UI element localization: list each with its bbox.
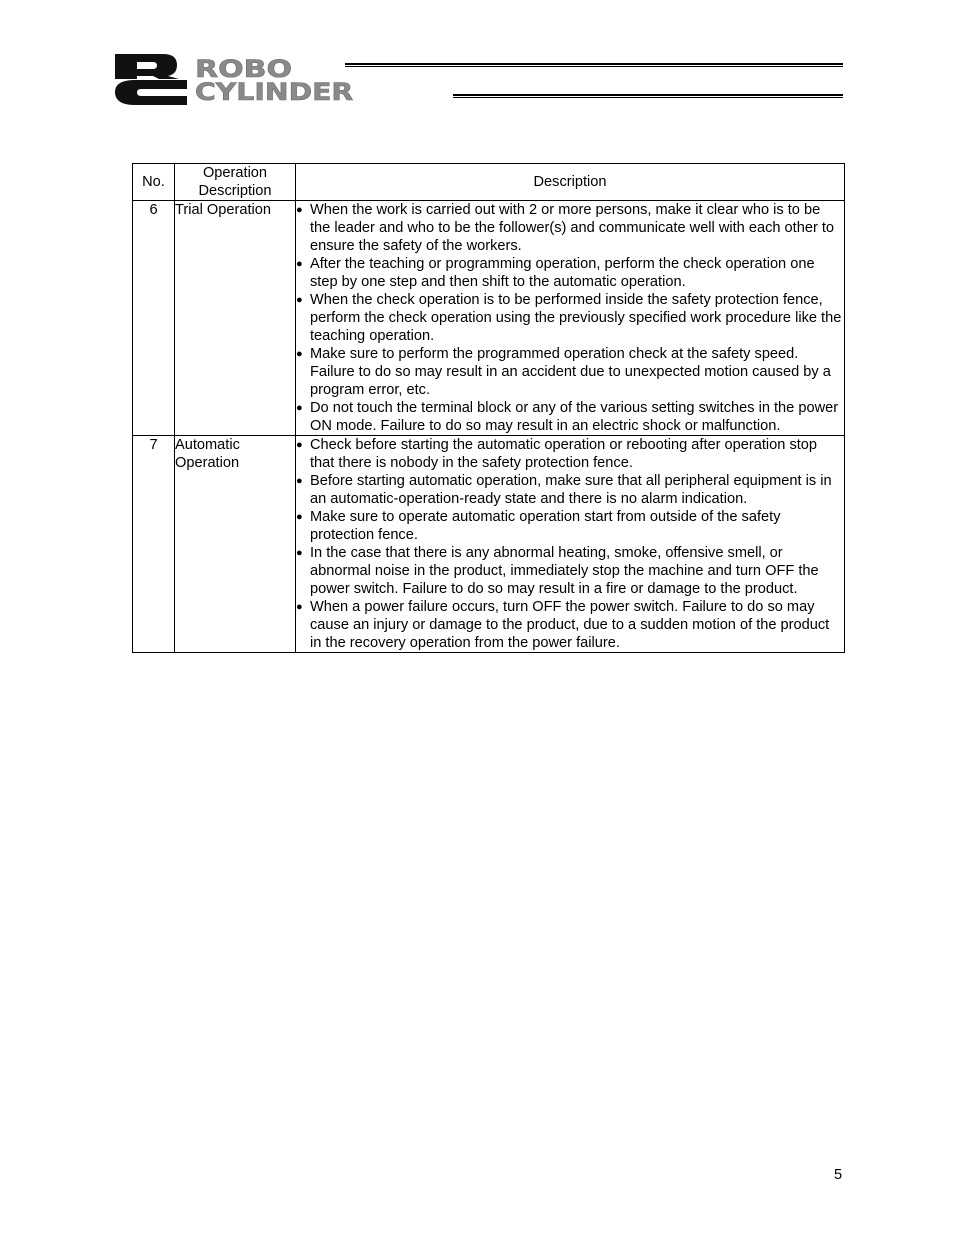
list-item: ● Make sure to perform the programmed operation check at the safety speed. Failure to do so may result in an accident due to unexpected motion caused by a program error, etc. <box>296 346 831 398</box>
list-item: ● Do not touch the terminal block or any of the various setting switches in the power ON mode. Failure to do so may result in an electric shock or malfunction. <box>296 400 839 434</box>
bullet-icon: ● <box>296 348 303 360</box>
list-item: ● In the case that there is any abnormal heating, smoke, offensive smell, or abnormal noise in the product, immediately stop the machine and turn OFF the power switch. Failure to do so may result in a fire or damage to the product. <box>296 545 819 597</box>
bullet-icon: ● <box>296 547 303 559</box>
logo-word-robo: ROBO <box>195 55 292 83</box>
row-number: 6 <box>133 201 175 436</box>
table-header-row <box>133 164 845 201</box>
operation-name: Automatic Operation <box>175 436 296 653</box>
list-item: ● Before starting automatic operation, make sure that all peripheral equipment is in an automatic-operation-ready state and there is no alarm indication. <box>296 473 832 507</box>
header-description: Description <box>296 164 845 201</box>
bullet-icon: ● <box>296 294 303 306</box>
bullet-icon: ● <box>296 258 303 270</box>
bullet-icon: ● <box>296 204 303 216</box>
table-row <box>133 201 845 436</box>
bullet-list <box>296 436 844 652</box>
bullet-icon: ● <box>296 475 303 487</box>
operation-details <box>296 201 845 436</box>
list-item: ● Make sure to operate automatic operation start from outside of the safety protection fence. <box>296 509 781 543</box>
table-row <box>133 436 845 653</box>
robo-cylinder-logo <box>113 52 853 108</box>
header-rule-top <box>345 63 843 67</box>
list-item: ● After the teaching or programming operation, perform the check operation one step by one step and then shift to the automatic operation. <box>296 256 815 290</box>
bullet-icon: ● <box>296 402 303 414</box>
list-item: ● When the check operation is to be performed inside the safety protection fence, perform the check operation using the previously specified work procedure like the teaching operation. <box>296 292 842 344</box>
operations-table <box>132 163 845 653</box>
list-item: ● Check before starting the automatic operation or rebooting after operation stop that there is nobody in the safety protection fence. <box>296 437 818 471</box>
logo-word-cylinder: CYLINDER <box>195 78 354 106</box>
operation-name: Trial Operation <box>175 201 296 436</box>
header-rule-bottom <box>453 94 843 98</box>
list-item: ● When the work is carried out with 2 or more persons, make it clear who is to be the leader and who to be the follower(s) and communicate well with each other to ensure the safety of the workers. <box>296 202 835 254</box>
operation-details <box>296 436 845 653</box>
rc-logo-mark <box>113 52 189 106</box>
bullet-icon: ● <box>296 601 303 613</box>
list-item: ● When a power failure occurs, turn OFF the power switch. Failure to do so may cause an injury or damage to the product, due to a sudden motion of the product in the recovery operation from the power failure. <box>296 599 830 651</box>
header-operation-description: Operation Description <box>175 164 296 201</box>
row-number: 7 <box>133 436 175 653</box>
header-no: No. <box>133 164 175 201</box>
bullet-icon: ● <box>296 511 303 523</box>
bullet-icon: ● <box>296 439 303 451</box>
bullet-list <box>296 201 844 435</box>
page-number: 5 <box>834 1167 843 1183</box>
